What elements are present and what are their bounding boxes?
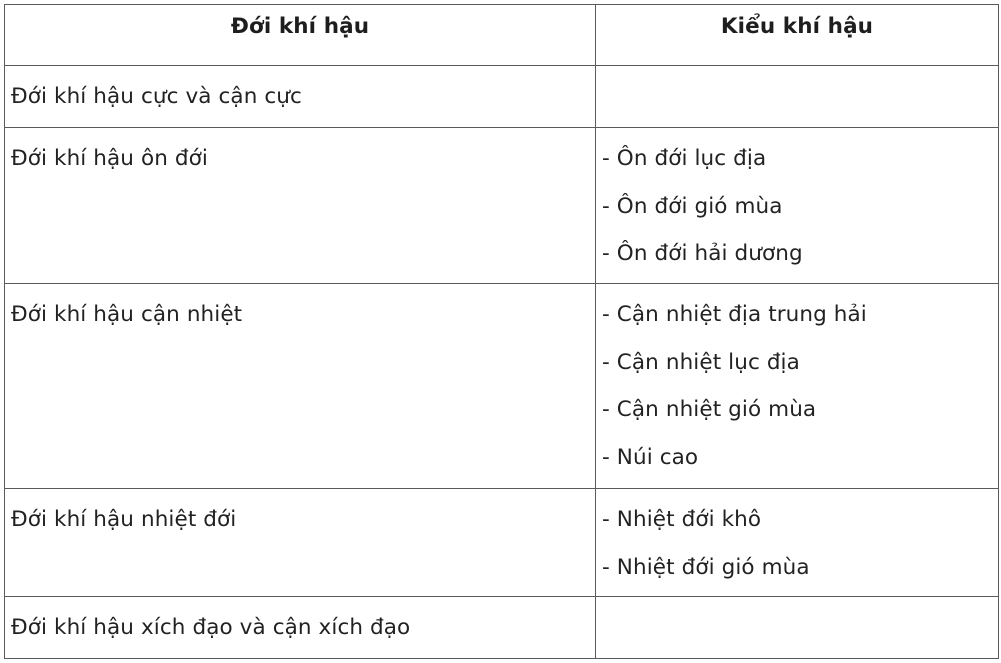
zone-cell: Đới khí hậu cận nhiệt [5, 284, 596, 489]
header-climate-type: Kiểu khí hậu [596, 5, 999, 66]
climate-type-item: - Núi cao [602, 444, 699, 470]
climate-type-item: - Cận nhiệt lục địa [602, 349, 800, 375]
table-row [5, 489, 999, 597]
climate-type-item: - Ôn đới gió mùa [602, 193, 783, 219]
climate-type-item: - Cận nhiệt gió mùa [602, 397, 817, 422]
table-row [5, 66, 999, 128]
table-row [5, 284, 999, 489]
climate-type-item: - Ôn đới hải dương [602, 241, 803, 266]
climate-table [4, 4, 999, 659]
climate-type-item: - Cận nhiệt địa trung hải [602, 302, 867, 327]
climate-type-item: - Ôn đới lục địa [602, 146, 767, 171]
zone-cell: Đới khí hậu ôn đới [5, 128, 596, 284]
table-row [5, 128, 999, 284]
types-cell [596, 66, 999, 128]
zone-cell: Đới khí hậu cực và cận cực [5, 66, 596, 128]
climate-type-item: - Nhiệt đới khô [602, 507, 762, 532]
climate-type-item: - Nhiệt đới gió mùa [602, 554, 810, 580]
types-cell [596, 128, 999, 284]
zone-cell: Đới khí hậu xích đạo và cận xích đạo [5, 597, 596, 659]
table-header-row [5, 5, 999, 66]
zone-cell: Đới khí hậu nhiệt đới [5, 489, 596, 597]
types-cell [596, 597, 999, 659]
header-climate-zone: Đới khí hậu [5, 5, 596, 66]
types-cell [596, 284, 999, 489]
types-cell [596, 489, 999, 597]
table-row [5, 597, 999, 659]
